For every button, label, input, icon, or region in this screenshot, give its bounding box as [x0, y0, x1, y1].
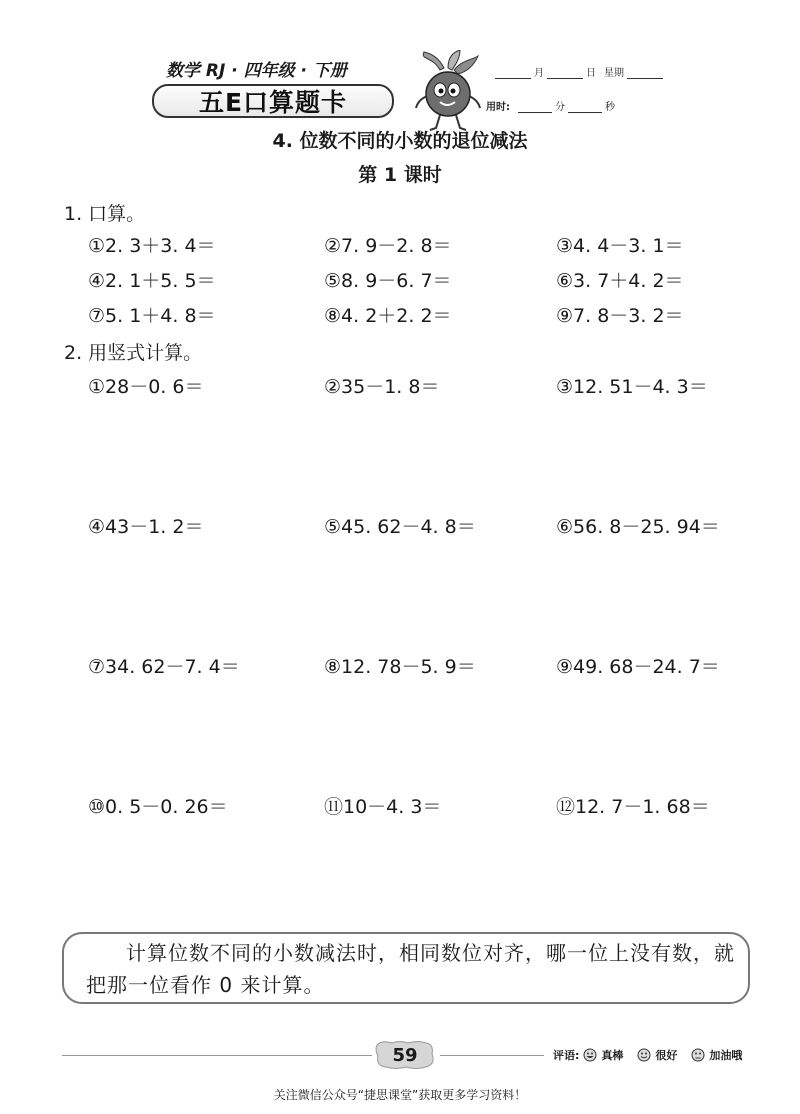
oral-problem-6: ⑥3. 7＋4. 2＝	[556, 270, 684, 292]
month-label: 月	[534, 68, 544, 79]
vertical-problem-6: ⑥56. 8－25. 94＝	[556, 516, 720, 538]
oral-problem-8: ⑧4. 2＋2. 2＝	[324, 305, 452, 327]
brand-title: 五E口算题卡	[198, 88, 348, 117]
footer-divider-left	[62, 1055, 372, 1056]
oral-problem-1: ①2. 3＋3. 4＝	[88, 235, 216, 257]
vertical-problem-2: ②35－1. 8＝	[324, 376, 440, 398]
vertical-problem-8: ⑧12. 78－5. 9＝	[324, 656, 476, 678]
lesson-title: 4. 位数不同的小数的退位减法	[272, 130, 528, 152]
rating-option-keep-going: 加油哦	[709, 1049, 743, 1062]
vertical-problem-3: ③12. 51－4. 3＝	[556, 376, 708, 398]
weekday-blank[interactable]	[627, 67, 663, 79]
weekday-label: 星期	[604, 68, 624, 79]
brand-banner	[152, 84, 394, 118]
second-label: 秒	[605, 102, 615, 113]
vertical-problem-12: ⑫12. 7－1. 68＝	[556, 796, 710, 818]
day-blank[interactable]	[547, 67, 583, 79]
oral-problem-9: ⑨7. 8－3. 2＝	[556, 305, 684, 327]
lesson-subtitle: 第 1 课时	[358, 164, 442, 186]
vertical-problem-5: ⑤45. 62－4. 8＝	[324, 516, 476, 538]
oral-problem-4: ④2. 1＋5. 5＝	[88, 270, 216, 292]
radish-mascot-icon	[410, 50, 486, 132]
time-label: 用时:	[486, 102, 510, 113]
oral-problem-7: ⑦5. 1＋4. 8＝	[88, 305, 216, 327]
page-number: 59	[392, 1044, 418, 1066]
tip-text: 计算位数不同的小数减法时，相同数位对齐，哪一位上没有数，就把那一位看作 0 来计算。	[86, 941, 735, 997]
vertical-problem-10: ⑩0. 5－0. 26＝	[88, 796, 228, 818]
month-blank[interactable]	[495, 67, 531, 79]
minute-label: 分	[555, 102, 565, 113]
big-smile-face-icon[interactable]	[583, 1048, 597, 1062]
vertical-problem-11: ⑪10－4. 3＝	[324, 796, 442, 818]
rating-label: 评语:	[553, 1049, 580, 1062]
subject-line: 数学 RJ · 四年级 · 下册	[166, 61, 347, 81]
date-fill-line	[492, 64, 666, 79]
rating-option-great: 真棒	[601, 1049, 624, 1062]
rating-option-good: 很好	[655, 1049, 678, 1062]
day-label: 日	[586, 68, 596, 79]
encourage-face-icon[interactable]	[691, 1048, 705, 1062]
smile-face-icon[interactable]	[637, 1048, 651, 1062]
vertical-problem-4: ④43－1. 2＝	[88, 516, 204, 538]
footer-divider-right	[440, 1055, 544, 1056]
vertical-problem-1: ①28－0. 6＝	[88, 376, 204, 398]
second-blank[interactable]	[568, 101, 602, 113]
vertical-problem-7: ⑦34. 62－7. 4＝	[88, 656, 240, 678]
time-fill-line	[486, 98, 615, 113]
minute-blank[interactable]	[518, 101, 552, 113]
footer-notice: 关注微信公众号“捷思课堂”获取更多学习资料！	[273, 1088, 527, 1102]
rating-row	[553, 1047, 742, 1063]
oral-problem-2: ②7. 9－2. 8＝	[324, 235, 452, 257]
vertical-problem-9: ⑨49. 68－24. 7＝	[556, 656, 720, 678]
section-1-heading: 1. 口算。	[64, 203, 146, 225]
section-2-heading: 2. 用竖式计算。	[64, 342, 203, 364]
oral-problem-3: ③4. 4－3. 1＝	[556, 235, 684, 257]
page-number-badge	[374, 1040, 436, 1070]
oral-problem-5: ⑤8. 9－6. 7＝	[324, 270, 452, 292]
